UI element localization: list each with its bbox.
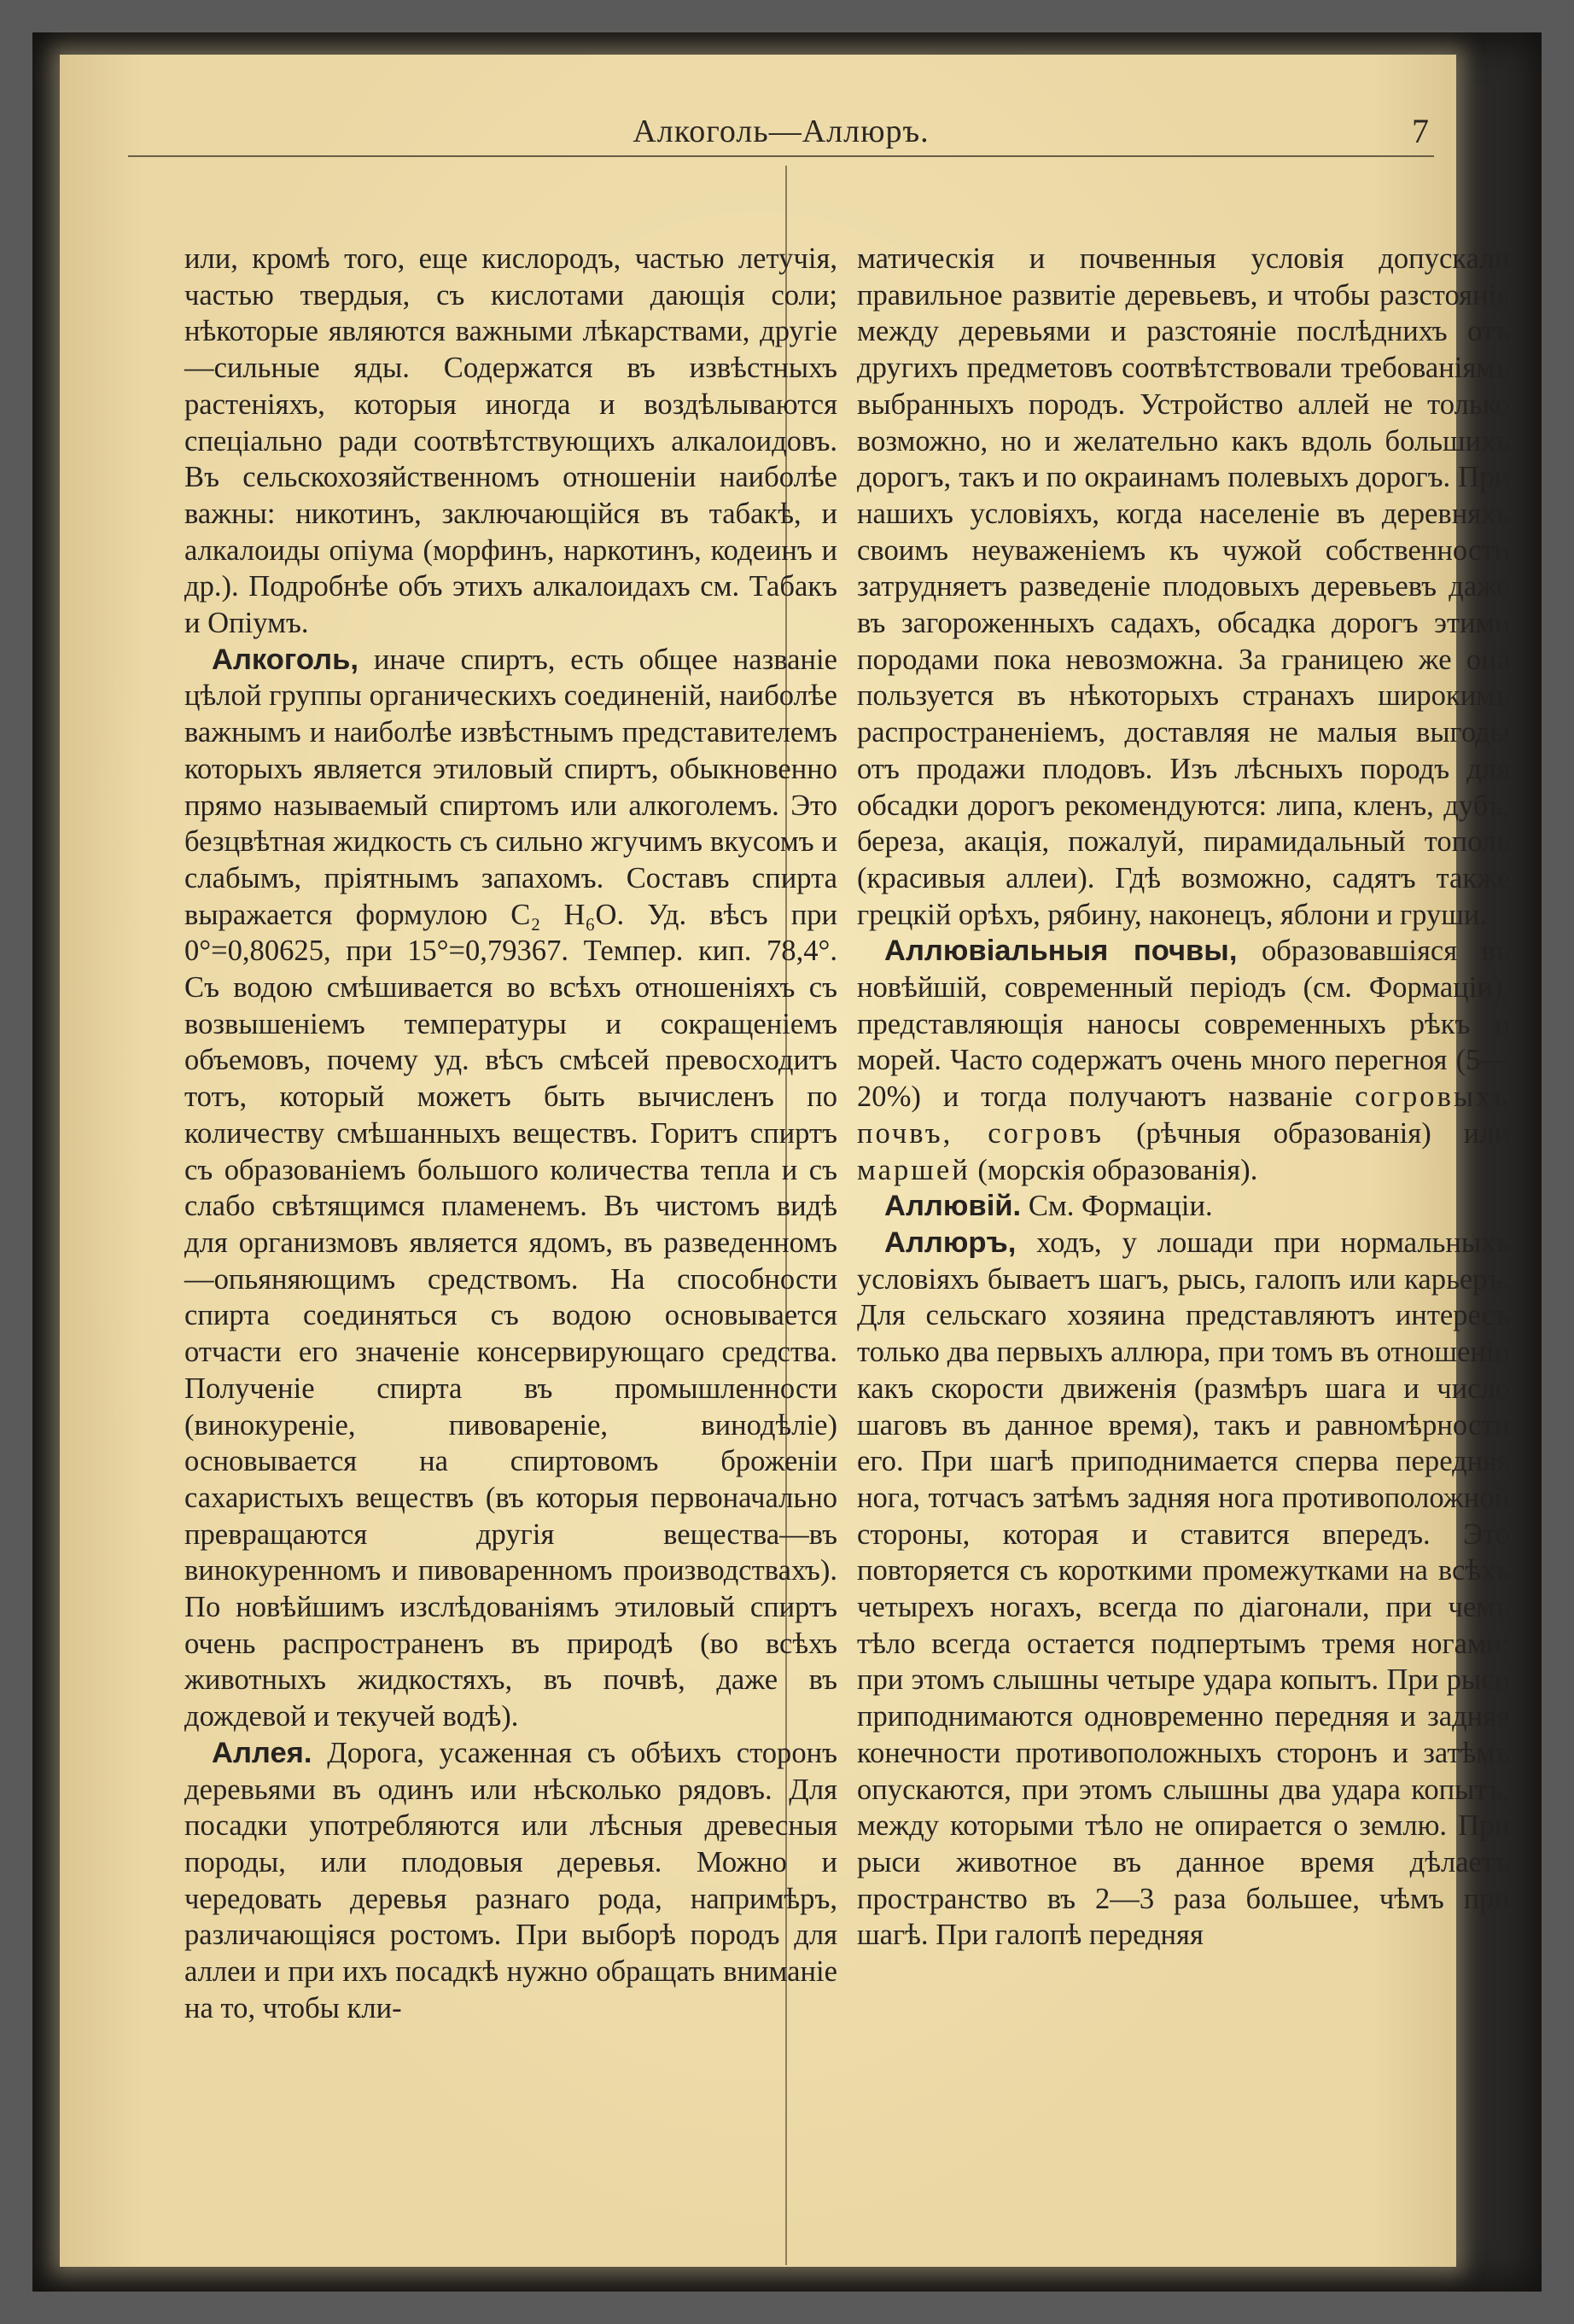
entry-term: Аллюръ, <box>884 1226 1017 1259</box>
entry-alluviy <box>857 1188 1510 1225</box>
spaced-term: маршей <box>857 1153 971 1186</box>
paragraph-alkaloids-continued: или, кромѣ того, еще кислородъ, частью летучія, частью твердыя, съ кислотами дающія соли; нѣкоторые являются важными лѣкарствами, другіе—сильные яды. Содержатся въ извѣстныхъ растеніяхъ, которыя иногда и воздѣлываются спеціально ради соотвѣтствующихъ алкалоидовъ. Въ сельскохозяйственномъ отношеніи наиболѣе важны: никотинъ, заключающійся въ табакѣ, и алкалоиды опіума (морфинъ, наркотинъ, кодеинъ и др.). Подробнѣе объ этихъ алкалоидахъ см. Табакъ и Опіумъ. <box>184 242 837 640</box>
entry-term: Алкоголь, <box>212 643 359 676</box>
entry-allyur <box>857 1225 1510 1954</box>
entry-text: иначе спиртъ, есть общее названіе цѣлой группы органическихъ соединеній, наиболѣе важнымъ и наиболѣе извѣстнымъ представителемъ которыхъ является этиловый спиртъ, обыкновенно прямо называемый спиртомъ или алкоголемъ. Это безцвѣтная жидкость съ сильно жгучимъ вкусомъ и слабымъ, пріятнымъ запахомъ. Составъ спирта выражается формулою C₂ H₆O. Уд. вѣсъ при 0°=0,80625, при 15°=0,79367. Темпер. кип. 78,4°. Съ водою смѣшивается во всѣхъ отношеніяхъ съ возвышеніемъ температуры и сокращеніемъ объемовъ, почему уд. вѣсъ смѣсей превосходитъ тотъ, который можетъ быть вычисленъ по количеству смѣшанныхъ веществъ. Горитъ спиртъ съ образованіемъ большого количества тепла и съ слабо свѣтящимся пламенемъ. Въ чистомъ видѣ для организмовъ является ядомъ, въ разведенномъ—опьяняющимъ средствомъ. На способности спирта соединяться съ водою основывается отчасти его значеніе консервирующаго средства. Полученіе спирта въ промышленности (винокуреніе, пивовареніе, винодѣліе) основывается на спиртовомъ броженіи сахаристыхъ веществъ (въ которыя первоначально превращаются другія вещества—въ винокуренномъ и пивоваренномъ производствахъ). По новѣйшимъ изслѣдованіямъ этиловый спиртъ очень распространенъ въ природѣ (во всѣхъ животныхъ жидкостяхъ, въ почвѣ, даже въ дождевой и текучей водѣ). <box>184 643 837 1733</box>
entry-text: ходъ, у лошади при нормальныхъ условіяхъ бываетъ шагъ, рысь, галопъ или карьеръ. Для сельскаго хозяина представляютъ интересъ только два первыхъ аллюра, при томъ въ отношеніи какъ скорости движенія (размѣръ шага и число шаговъ въ данное время), такъ и равномѣрности его. При шагѣ приподнимается сперва передняя нога, тотчасъ затѣмъ задняя нога противоположной стороны, которая и ставится впередъ. Это повторяется съ короткими промежутками на всѣхъ четырехъ ногахъ, всегда по діагонали, при чемъ тѣло всегда остается подпертымъ тремя ногами; при этомъ слышны четыре удара копытъ. При рыси приподнимаются одновременно передняя и задняя конечности противоположныхъ сторонъ и затѣмъ опускаются, при этомъ слышны два удара копытъ, между которыми тѣло не опирается о землю. При рыси животное въ данное время дѣлаетъ пространство въ 2—3 раза большее, чѣмъ при шагѣ. При галопѣ передняя <box>857 1226 1510 1952</box>
left-column <box>184 241 837 2026</box>
entry-text: образовавшіяся въ новѣйшій, современный періодъ (см. Формаціи), представляющія наносы современныхъ рѣкъ и морей. Часто содержатъ очень много перегноя (5—20%) и тогда получаютъ названіе <box>857 935 1510 1114</box>
entry-alleya <box>184 1735 837 2027</box>
entry-text: (морскія образованія). <box>970 1153 1258 1186</box>
right-column <box>857 241 1510 1954</box>
entry-term: Аллювіальныя почвы, <box>884 935 1238 968</box>
entry-alkogol <box>184 642 837 1735</box>
entry-text: (рѣчныя образованія) или <box>1104 1116 1510 1150</box>
entry-text: См. Формаціи. <box>1021 1190 1213 1223</box>
entry-term: Аллея. <box>212 1736 312 1769</box>
page-header <box>128 108 1434 157</box>
paragraph-alleya-continued: матическія и почвенныя условія допускали правильное развитіе деревьевъ, и чтобы разстоянія между деревьями и разстояніе послѣднихъ отъ другихъ предметовъ соотвѣтствовали требованіямъ выбранныхъ породъ. Устройство аллей не только возможно, но и желательно какъ вдоль большихъ дорогъ, такъ и по окраинамъ полевыхъ дорогъ. При нашихъ условіяхъ, когда населеніе въ деревняхъ своимъ неуваженіемъ къ чужой собственности затрудняетъ разведеніе плодовыхъ деревьевъ даже въ загороженныхъ садахъ, обсадка дорогъ этими породами пока невозможна. За границею же она пользуется въ нѣкоторыхъ странахъ широкимъ распространеніемъ, доставляя не малыя выгоды отъ продажи плодовъ. Изъ лѣсныхъ породъ для обсадки дорогъ рекомендуются: липа, кленъ, дубъ, береза, акація, пожалуй, пирамидальный тополь (красивыя аллеи). Гдѣ возможно, садятъ также грецкій орѣхъ, рябину, наконецъ, яблони и груши. <box>857 242 1510 931</box>
running-head: Алкоголь—Аллюръ. <box>633 114 930 149</box>
entry-alluvialnye-pochvy <box>857 933 1510 1188</box>
book-page <box>60 55 1510 2267</box>
entry-term: Аллювій. <box>884 1190 1022 1223</box>
entry-text: Дорога, усаженная съ обѣихъ сторонъ деревьями въ одинъ или нѣсколько рядовъ. Для посадки употребляются или лѣсныя древесныя породы, или плодовыя деревья. Можно и чередовать деревья разнаго рода, напримѣръ, различающіяся ростомъ. При выборѣ породъ для аллеи и при ихъ посадкѣ нужно обращать вниманіе на то, чтобы кли- <box>184 1736 837 2024</box>
spaced-term: согровыхъ почвъ, согровъ <box>857 1080 1510 1150</box>
page-number: 7 <box>1412 112 1429 150</box>
